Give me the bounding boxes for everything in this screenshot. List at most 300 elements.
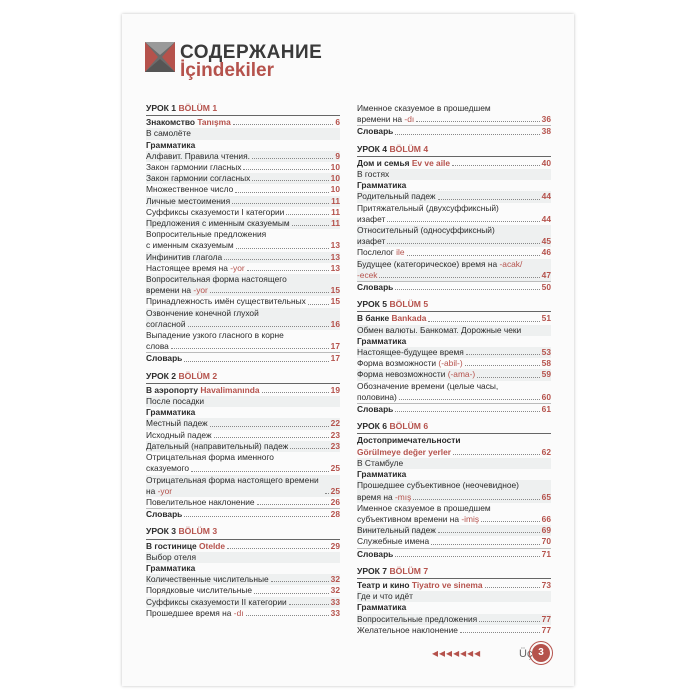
grammar-entry (146, 184, 340, 195)
grammar-entry (357, 347, 551, 358)
entry-turkish-suffix: -imiş (461, 513, 480, 524)
entry-turkish-suffix: -yor (230, 262, 245, 273)
entry-text: половина) (357, 391, 397, 402)
entry-title (146, 475, 323, 497)
lesson-number-tr: BÖLÜM 3 (178, 526, 218, 537)
entry-text: Будущее (категорическое) время на (357, 258, 498, 269)
toc-row (357, 214, 551, 225)
entry-line (357, 480, 551, 491)
entry-text: Суффиксы сказуемости II категории (146, 596, 287, 607)
page-ref: 70 (541, 536, 551, 547)
entry-title (357, 236, 385, 247)
toc-row (146, 162, 340, 173)
page-ref: 17 (330, 353, 340, 364)
dot-leader (271, 581, 329, 582)
toc-row (146, 207, 340, 218)
page-ref: 11 (331, 195, 340, 206)
vocabulary-entry (146, 508, 340, 520)
toc-row (146, 263, 340, 274)
entry-text: Настоящее-будущее время (357, 347, 464, 358)
entry-line (146, 330, 340, 341)
dot-leader (184, 361, 328, 362)
lesson-topic (357, 578, 551, 591)
grammar-entry (146, 151, 340, 162)
entry-text: Служебные имена (357, 536, 430, 547)
page-ref: 44 (541, 213, 551, 224)
dot-leader (236, 248, 329, 249)
toc-row (146, 475, 340, 497)
entry-turkish-suffix: ile (396, 247, 405, 258)
grammar-entry (357, 225, 551, 247)
topic-ru: Достопримечательности (357, 435, 461, 446)
grammar-entry (146, 330, 340, 352)
entry-text: изафет (357, 236, 386, 247)
entry-text: Притяжательный (двухсуффиксный) (357, 202, 499, 213)
entry-text: Словарь (357, 548, 394, 559)
lesson-topic (357, 311, 551, 324)
page-ref: 51 (541, 313, 551, 324)
page-ref: 13 (330, 262, 340, 273)
toc-row (146, 151, 340, 162)
entry-title (146, 173, 250, 184)
grammar-entry (357, 525, 551, 536)
entry-text: Форма возможности (357, 358, 437, 369)
toc-row (357, 270, 551, 281)
entry-text: согласной (146, 318, 186, 329)
page-ref: 50 (541, 282, 551, 293)
page-ref: 38 (541, 126, 551, 137)
page-ref: 44 (541, 191, 551, 202)
entry-title (357, 625, 458, 636)
lesson-number-tr: BÖLÜM 4 (389, 143, 429, 154)
dot-leader (325, 493, 329, 494)
vocabulary-entry (357, 281, 551, 293)
toc-row (146, 608, 340, 619)
page-ref: 10 (330, 162, 340, 173)
page-ref: 19 (330, 384, 340, 395)
page-ref: 65 (541, 491, 551, 502)
dot-leader (407, 255, 540, 256)
entry-text: Отрицательная форма настоящего времени на (146, 474, 319, 496)
topic-tr: Otelde (199, 540, 226, 551)
toc-row (357, 492, 551, 503)
entry-title (146, 296, 306, 307)
dot-leader (254, 593, 329, 594)
entry-title (357, 247, 405, 258)
toc-row (146, 509, 340, 520)
entry-turkish-suffix: -dı (404, 114, 415, 125)
page-ref: 23 (330, 429, 340, 440)
page-ref: 25 (330, 463, 340, 474)
topic-ru: Знакомство (146, 117, 196, 128)
page-ref: 11 (331, 206, 340, 217)
grammar-entry (357, 503, 551, 525)
dot-leader (477, 377, 540, 378)
entry-text: Закон гармонии гласных (146, 162, 242, 173)
lesson-heading (357, 421, 551, 432)
toc-row (357, 126, 551, 137)
dot-leader (224, 259, 329, 260)
page-ref: 23 (330, 440, 340, 451)
grammar-entry (146, 475, 340, 497)
entry-text: Словарь (146, 353, 183, 364)
lesson-number-ru: УРОК 2 (146, 370, 177, 381)
entry-title (146, 341, 169, 352)
grammar-entry (357, 358, 551, 369)
dot-leader (227, 548, 329, 549)
toc-row (146, 296, 340, 307)
entry-title (146, 162, 241, 173)
entry-title (146, 385, 260, 396)
entry-line (146, 452, 340, 463)
entry-turkish-suffix: (-ama-) (447, 369, 476, 380)
page-ref: 69 (541, 525, 551, 536)
dot-leader (191, 471, 329, 472)
toc-row (146, 218, 340, 229)
page-ref: 58 (541, 358, 551, 369)
grammar-entry (146, 296, 340, 307)
entry-title (357, 270, 377, 281)
grammar-entry (146, 207, 340, 218)
dot-leader (246, 615, 329, 616)
entry-title (146, 184, 233, 195)
toc-row (357, 514, 551, 525)
entry-turkish-suffix: -yor (157, 485, 173, 496)
dot-leader (452, 165, 540, 166)
toc-row (357, 158, 551, 169)
page-ref: 32 (330, 574, 340, 585)
topic-ru: В гостинице (146, 540, 197, 551)
grammar-entry (357, 369, 551, 380)
dot-leader (257, 504, 329, 505)
entry-title (146, 353, 182, 364)
topic-ru: Дом и семья (357, 157, 410, 168)
entry-title (146, 151, 250, 162)
lesson-number-ru: УРОК 6 (357, 421, 388, 432)
entry-title (357, 525, 436, 536)
entry-title (357, 214, 385, 225)
entry-line (357, 225, 551, 236)
page-number: 3 (532, 644, 550, 662)
page-ref: 53 (541, 347, 551, 358)
entry-line (146, 274, 340, 285)
toc-row (357, 369, 551, 380)
lesson-topic (146, 539, 340, 552)
topic-ru: В банке (357, 313, 390, 324)
entry-text: Вопросительные предложения (146, 229, 267, 240)
entry-turkish-suffix: -ecek (357, 269, 378, 280)
dot-leader (395, 289, 539, 290)
lesson-heading (146, 371, 340, 382)
toc-row (146, 353, 340, 364)
grammar-entry (146, 263, 340, 274)
entry-title (357, 549, 393, 560)
toc-row (146, 418, 340, 429)
grammar-entry (357, 203, 551, 225)
toc-row (357, 392, 551, 403)
dot-leader (210, 292, 329, 293)
page-ref: 46 (541, 247, 551, 258)
entry-text: сказуемого (146, 463, 190, 474)
page-ref: 62 (541, 446, 551, 457)
grammar-entry (146, 274, 340, 296)
lesson-number-ru: УРОК 1 (146, 103, 177, 113)
toc-row (357, 404, 551, 415)
dot-leader (252, 180, 328, 181)
toc-row (357, 614, 551, 625)
entry-text: Отрицательная форма именного (146, 452, 274, 463)
dot-leader (232, 203, 329, 204)
entry-line (357, 203, 551, 214)
dot-leader (188, 326, 329, 327)
topic-ru: Театр и кино (357, 579, 410, 590)
lesson-heading (357, 144, 551, 155)
contents-title-ru: СОДЕРЖАНИЕ (180, 42, 323, 63)
entry-turkish-suffix: -mış (395, 491, 412, 502)
entry-text: Родительный падеж (357, 191, 436, 202)
grammar-heading: Грамматика (146, 562, 196, 573)
dot-leader (431, 544, 539, 545)
dot-leader (308, 304, 329, 305)
entry-title (146, 285, 208, 296)
topic-tr: Bankada (391, 313, 427, 324)
grammar-entry (146, 218, 340, 229)
entry-text: Принадлежность имён существительных (146, 296, 306, 307)
dot-leader (485, 587, 540, 588)
entry-title (146, 418, 208, 429)
entry-line (357, 503, 551, 514)
page-ref: 13 (330, 251, 340, 262)
dot-leader (438, 532, 540, 533)
entry-text: Суффиксы сказуемости I категории (146, 206, 285, 217)
dot-leader (214, 437, 329, 438)
grammar-entry (357, 614, 551, 625)
grammar-entry (146, 173, 340, 184)
toc-row (146, 240, 340, 251)
lesson-number-tr: BÖLÜM 1 (178, 103, 218, 113)
entry-text: Словарь (357, 126, 394, 137)
entry-text: Вопросительная форма настоящего (146, 274, 287, 285)
entry-text: Дательный (направительный) падеж (146, 440, 289, 451)
toc-row (357, 549, 551, 560)
entry-title (146, 430, 212, 441)
page-ref: 33 (330, 607, 340, 618)
entry-text: Винительный падеж (357, 525, 436, 536)
entry-title (146, 263, 245, 274)
entry-title (146, 585, 252, 596)
grammar-entry (146, 574, 340, 585)
grammar-entry (357, 381, 551, 403)
entry-text: Желательное наклонение (357, 624, 458, 635)
page-ref: 59 (541, 369, 551, 380)
page-ref: 36 (541, 114, 551, 125)
page-ref: 22 (330, 418, 340, 429)
dot-leader (233, 124, 334, 125)
toc-row (357, 536, 551, 547)
toc-row (357, 236, 551, 247)
toc-row (146, 341, 340, 352)
dot-leader (171, 348, 329, 349)
toc-row (357, 447, 551, 458)
page-ref: 33 (330, 596, 340, 607)
grammar-entry (357, 536, 551, 547)
grammar-heading: Грамматика (357, 335, 407, 346)
page-ref: 26 (330, 496, 340, 507)
vocabulary-entry (357, 548, 551, 560)
entry-title (146, 597, 287, 608)
grammar-entry (146, 452, 340, 474)
scene-title: В Стамбуле (357, 458, 551, 469)
dot-leader (479, 621, 540, 622)
grammar-entry (146, 162, 340, 173)
page-ref: 25 (330, 485, 340, 496)
entry-title (357, 126, 393, 137)
lesson-heading (357, 299, 551, 310)
entry-text: Вопросительные предложения (357, 613, 478, 624)
dot-leader (481, 521, 540, 522)
toc-row (146, 385, 340, 396)
scene-title: В гостях (357, 169, 551, 180)
lesson-number-ru: УРОК 4 (357, 143, 388, 154)
entry-text: Прошедшее субъективное (неочевидное) (357, 480, 519, 491)
grammar-entry (357, 480, 551, 502)
toc-row (357, 191, 551, 202)
page-ref: 16 (330, 318, 340, 329)
entry-title (146, 497, 255, 508)
entry-text: Относительный (односуффиксный) (357, 225, 495, 236)
toc-row (146, 441, 340, 452)
entry-title (146, 574, 269, 585)
entry-title (146, 608, 244, 619)
page-ref: 29 (330, 540, 340, 551)
grammar-heading: Грамматика (146, 407, 196, 418)
dot-leader (290, 448, 328, 449)
page-ref: 77 (541, 624, 551, 635)
grammar-entry (357, 103, 551, 125)
page-ref: 15 (330, 296, 340, 307)
right-toc-column (357, 103, 551, 636)
dot-leader (286, 214, 329, 215)
lesson-heading (357, 566, 551, 577)
lesson-number-ru: УРОК 3 (146, 526, 177, 537)
page-ref: 60 (541, 391, 551, 402)
entry-text: Множественное число (146, 184, 234, 195)
lesson-topic (357, 433, 551, 457)
vocabulary-entry (146, 352, 340, 364)
toc-row (146, 463, 340, 474)
page-ref: 10 (330, 173, 340, 184)
entry-text: Словарь (357, 282, 394, 293)
grammar-entry (146, 441, 340, 452)
grammar-entry (146, 252, 340, 263)
entry-text: Послелог (357, 247, 394, 258)
toc-row (146, 497, 340, 508)
lesson-number-ru: УРОК 7 (357, 565, 388, 576)
entry-title (357, 347, 464, 358)
entry-turkish-suffix: -yor (193, 285, 208, 296)
toc-row (146, 541, 340, 552)
entry-text: Словарь (146, 509, 183, 520)
page-ref: 32 (330, 585, 340, 596)
toc-row (357, 525, 551, 536)
entry-line (357, 259, 551, 270)
entry-text: Прошедшее время на (146, 607, 232, 618)
dot-leader (252, 158, 333, 159)
entry-text: Обозначение времени (целые часы, (357, 380, 499, 391)
lesson-number-tr: BÖLÜM 6 (389, 421, 429, 432)
toc-row (357, 247, 551, 258)
dot-leader (399, 399, 540, 400)
entry-text: слова (146, 341, 169, 352)
vocabulary-entry (357, 125, 551, 137)
toc-row (146, 285, 340, 296)
dot-leader (247, 270, 329, 271)
entry-title (146, 218, 290, 229)
scene-title: Выбор отеля (146, 552, 340, 563)
contents-title-tr: İçindekiler (180, 60, 274, 81)
dot-leader (438, 199, 540, 200)
entry-text: Местный падеж (146, 418, 208, 429)
entry-title (357, 114, 414, 125)
entry-title (146, 441, 288, 452)
entry-title (146, 319, 186, 330)
page-ref: 45 (541, 236, 551, 247)
grammar-entry (146, 229, 340, 251)
dot-leader (395, 411, 539, 412)
scene-title: В самолёте (146, 128, 340, 139)
page-ref: 61 (541, 404, 551, 415)
toc-row (146, 117, 340, 128)
grammar-entry (146, 597, 340, 608)
topic-ru: В аэропорту (146, 384, 199, 395)
entry-text: Закон гармонии согласных (146, 173, 251, 184)
scene-title: Где и что идёт (357, 591, 551, 602)
dot-leader (184, 516, 328, 517)
grammar-entry (357, 247, 551, 258)
entry-line (357, 381, 551, 392)
entry-text: с именным сказуемым (146, 240, 234, 251)
entry-title (146, 117, 231, 128)
entry-title (357, 369, 475, 380)
page-ref: 71 (541, 548, 551, 559)
toc-row (146, 184, 340, 195)
dot-leader (292, 225, 330, 226)
logo-icon (145, 42, 175, 72)
entry-title (357, 614, 477, 625)
lesson-heading (146, 526, 340, 537)
entry-text: Настоящее время на (146, 262, 228, 273)
entry-text: времени на (146, 285, 192, 296)
page-ref: 66 (541, 513, 551, 524)
entry-title (357, 536, 429, 547)
entry-turkish-suffix: -acak/ (499, 258, 523, 269)
entry-title (357, 580, 483, 591)
toc-row (357, 625, 551, 636)
lesson-number-ru: УРОК 5 (357, 299, 388, 310)
toc-row (357, 313, 551, 324)
entry-title (357, 358, 463, 369)
entry-text: Именное сказуемое в прошедшем (357, 502, 491, 513)
page-ref: 9 (335, 150, 340, 161)
dot-leader (262, 392, 329, 393)
entry-text: Предложения с именным сказуемым (146, 218, 290, 229)
entry-text: субъективном времени на (357, 513, 460, 524)
grammar-heading: Грамматика (357, 602, 407, 613)
entry-text: Выпадение узкого гласного в корне (146, 330, 284, 341)
topic-tr: Ev ve aile (411, 157, 451, 168)
entry-text: Порядковые числительные (146, 585, 252, 596)
topic-tr: Havalimanında (200, 384, 260, 395)
